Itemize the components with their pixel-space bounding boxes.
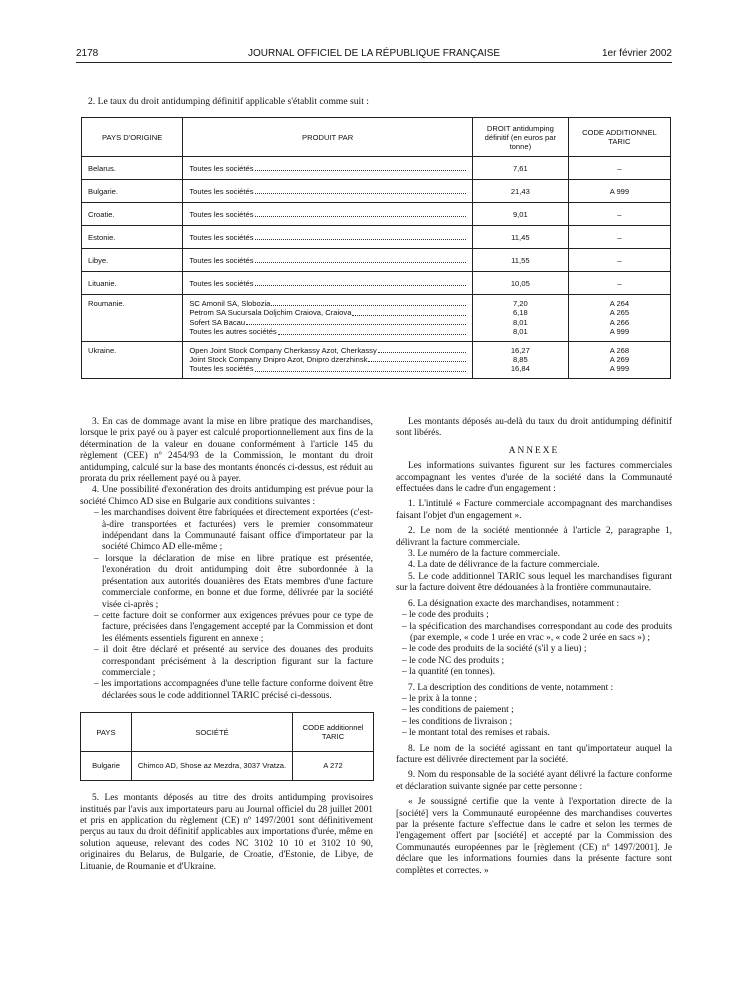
duty-cell: 16,27 8,85 16,84	[472, 341, 568, 378]
taric-cell: –	[568, 157, 670, 180]
country-cell: Ukraine.	[82, 341, 183, 378]
table-row	[82, 203, 671, 226]
taric-cell: –	[568, 203, 670, 226]
list-item: – la quantité (en tonnes).	[402, 667, 495, 678]
country-cell: Roumanie.	[82, 295, 183, 342]
duty-cell: 11,55	[472, 249, 568, 272]
country-cell: Lituanie.	[82, 272, 183, 295]
paragraph-montants: Les montants déposés au-delà du taux du droit antidumping définitif sont libérés.	[396, 417, 672, 439]
taric-cell: A 999	[568, 180, 670, 203]
taric-cell: –	[568, 249, 670, 272]
table-row	[82, 272, 671, 295]
duty-cell: 11,45	[472, 226, 568, 249]
annexe-item-8: 8. Le nom de la société agissant en tant qu'importateur auquel la facture est délivrée directement par la société.	[396, 743, 672, 765]
country-cell: Bulgarie.	[82, 180, 183, 203]
list-item: – le code des produits de la société (s'il y a lieu) ;	[402, 644, 587, 655]
paragraph-3: 3. En cas de dommage avant la mise en libre pratique des marchandises, lorsque le prix payé ou à payer est calculé proportionnellement aux fins de la détermination de la valeur en douane conformément à l'article 145 du règlement (CEE) nº 2454/93 de la Commission, le montant du droit antidumping, calculé sur la base des montants énoncés ci-dessus, est réduit au prorata du prix réellement payé ou à payer.	[80, 417, 373, 485]
col-header-producer: PRODUIT PAR	[183, 118, 473, 157]
list-item: – les importations accompagnées d'une telle facture conforme doivent être déclarées sous le code additionnel TARIC précisé ci-dessous.	[94, 679, 373, 701]
producer-cell: Open Joint Stock Company Cherkassy Azot, Cherkassy Joint Stock Company Dnipro Azot, Dnipro dzerzhinsk Toutes les sociétés	[183, 341, 473, 378]
list-item: – lorsque la déclaration de mise en libre pratique est présentée, l'exonération du droit antidumping doit être subordonnée à la présentation aux autorités douanières des Etats membres d'une facture commerciale conforme, en bonne et due forme, délivrée par la société visée ci-après ;	[94, 553, 373, 610]
country-cell: Estonie.	[82, 226, 183, 249]
taric-cell: A 264 A 265 A 266 A 999	[568, 295, 670, 342]
left-column	[80, 417, 373, 873]
producer-cell: Toutes les sociétés	[183, 180, 473, 203]
taric-cell: –	[568, 226, 670, 249]
country-cell: Belarus.	[82, 157, 183, 180]
annexe-item-5: 5. Le code additionnel TARIC sous lequel les marchandises figurant sur la facture doivent être dédouanées à la frontière communautaire.	[396, 571, 672, 594]
producer-cell: Toutes les sociétés	[183, 226, 473, 249]
antidumping-duty-table	[81, 117, 671, 379]
producer-cell: Toutes les sociétés	[183, 249, 473, 272]
conditions-list	[80, 508, 373, 702]
duty-cell: 21,43	[472, 180, 568, 203]
annexe-item-9: 9. Nom du responsable de la société ayant délivré la facture conforme et déclaration suivante signée par cette personne :	[396, 770, 672, 792]
paragraph-5: 5. Les montants déposés au titre des droits antidumping provisoires institués par l'avis aux importateurs paru au Journal officiel du 28 juillet 2001 et pris en application du règlement (CE) nº 1497/2001 sont définitivement perçus au taux du droit définitif applicables aux importations d'urée, même en solution aqueuse, relevant des codes NC 3102 10 10 et 3102 10 90, originaires du Belarus, de Bulgarie, de Croatie, d'Estonie, de Libye, de Lituanie, de Roumanie et d'Ukraine.	[80, 793, 373, 872]
table-header-row	[82, 118, 671, 157]
header-rule	[76, 62, 672, 63]
table-row	[82, 249, 671, 272]
list-item: – il doit être déclaré et présenté au service des douanes des produits correspondant précisément à la description figurant sur la facture commerciale ;	[94, 645, 373, 678]
intro-text: 2. Le taux du droit antidumping définitif applicable s'établit comme suit :	[88, 96, 369, 107]
exemption-table	[80, 712, 374, 781]
list-item: – cette facture doit se conformer aux exigences prévues pour ce type de facture, précisées dans l'engagement accepté par la Commission et dont les éléments essentiels figurent en annexe ;	[94, 610, 373, 644]
annexe-intro: Les informations suivantes figurent sur les factures commerciales accompagnant les ventes d'urée de la société dans la Communauté effectuées dans le cadre d'un engagement :	[396, 461, 672, 495]
table-row	[81, 752, 374, 781]
country-cell: Croatie.	[82, 203, 183, 226]
table-row	[82, 295, 671, 342]
producer-cell: Toutes les sociétés	[183, 203, 473, 226]
col-header-societe: SOCIÉTÉ	[132, 713, 293, 752]
col-header-code: CODE additionnel TARIC	[293, 713, 374, 752]
declaration-quote: « Je soussigné certifie que la vente à l'exportation directe de la [société] vers la Communauté européenne des marchandises couvertes par la présente facture s'effectue dans le cadre et selon les termes de l'engagement offert par [société] et accepté par la Commission des Communautés européennes par le [règlement (CE) nº 1497/2001]. Je déclare que les informations fournies dans la présente facture sont complètes et correctes. »	[396, 797, 672, 876]
producer-cell: SC Amonil SA, Slobozia Petrom SA Sucursala Doljchim Craiova, Craiova Sofert SA Bacau Toutes les autres sociétés	[183, 295, 473, 342]
producer-cell: Toutes les sociétés	[183, 272, 473, 295]
col-header-duty: DROIT antidumping définitif (en euros par tonne)	[472, 118, 568, 157]
right-column	[396, 417, 672, 877]
duty-cell: 9,01	[472, 203, 568, 226]
list-item: – le prix à la tonne ;	[402, 693, 477, 704]
annexe-title: ANNEXE	[508, 445, 560, 456]
col-header-taric: CODE ADDITIONNEL TARIC	[568, 118, 670, 157]
annexe-item-7: 7. La description des conditions de vente, notamment :	[408, 682, 614, 693]
table-header-row	[81, 713, 374, 752]
item7-list	[396, 694, 672, 740]
col-header-pays: PAYS	[81, 713, 132, 752]
list-item: – le code des produits ;	[402, 610, 489, 621]
annexe-item-3: 3. Le numéro de la facture commerciale.	[408, 549, 561, 560]
duty-cell: 7,20 6,18 8,01 8,01	[472, 295, 568, 342]
list-item: – le montant total des remises et rabais.	[402, 728, 550, 739]
societe-cell: Chimco AD, Shose az Mezdra, 3037 Vratza.	[132, 752, 293, 781]
duty-cell: 10,05	[472, 272, 568, 295]
table-row	[82, 157, 671, 180]
item6-list	[396, 610, 672, 678]
publication-date: 1er février 2002	[601, 48, 672, 59]
list-item: – la spécification des marchandises correspondant au code des produits (par exemple, « code 1 urée en vrac », « code 2 urée en sacs ») ;	[402, 621, 672, 643]
list-item: – les conditions de livraison ;	[402, 716, 513, 727]
page-number: 2178	[76, 48, 99, 59]
taric-cell: A 268 A 269 A 999	[568, 341, 670, 378]
annexe-item-1: 1. L'intitulé « Facture commerciale accompagnant des marchandises faisant l'objet d'un engagement ».	[396, 499, 672, 521]
pays-cell: Bulgarie	[81, 752, 132, 781]
list-item: – le code NC des produits ;	[402, 655, 505, 666]
annexe-item-2: 2. Le nom de la société mentionnée à l'article 2, paragraphe 1, délivrant la facture commerciale.	[396, 526, 672, 548]
table-row	[82, 180, 671, 203]
annexe-item-4: 4. La date de délivrance de la facture commerciale.	[408, 560, 600, 571]
table-row	[82, 341, 671, 378]
country-cell: Libye.	[82, 249, 183, 272]
list-item: – les conditions de paiement ;	[402, 705, 514, 716]
table-row	[82, 226, 671, 249]
list-item: – les marchandises doivent être fabriquées et directement exportées (c'est-à-dire transportées et facturées) vers le premier consommateur indépendant dans la Communauté faisant office d'importateur par la société Chimco AD elle-même ;	[94, 508, 373, 553]
paragraph-4: 4. Une possibilité d'exonération des droits antidumping est prévue pour la société Chimco AD sise en Bulgarie aux conditions suivantes :	[80, 485, 373, 507]
annexe-item-6: 6. La désignation exacte des marchandises, notamment :	[408, 598, 620, 609]
col-header-country: PAYS D'ORIGINE	[82, 118, 183, 157]
duty-cell: 7,61	[472, 157, 568, 180]
journal-title: JOURNAL OFFICIEL DE LA RÉPUBLIQUE FRANÇAISE	[247, 48, 501, 59]
taric-cell: –	[568, 272, 670, 295]
code-cell: A 272	[293, 752, 374, 781]
producer-cell: Toutes les sociétés	[183, 157, 473, 180]
